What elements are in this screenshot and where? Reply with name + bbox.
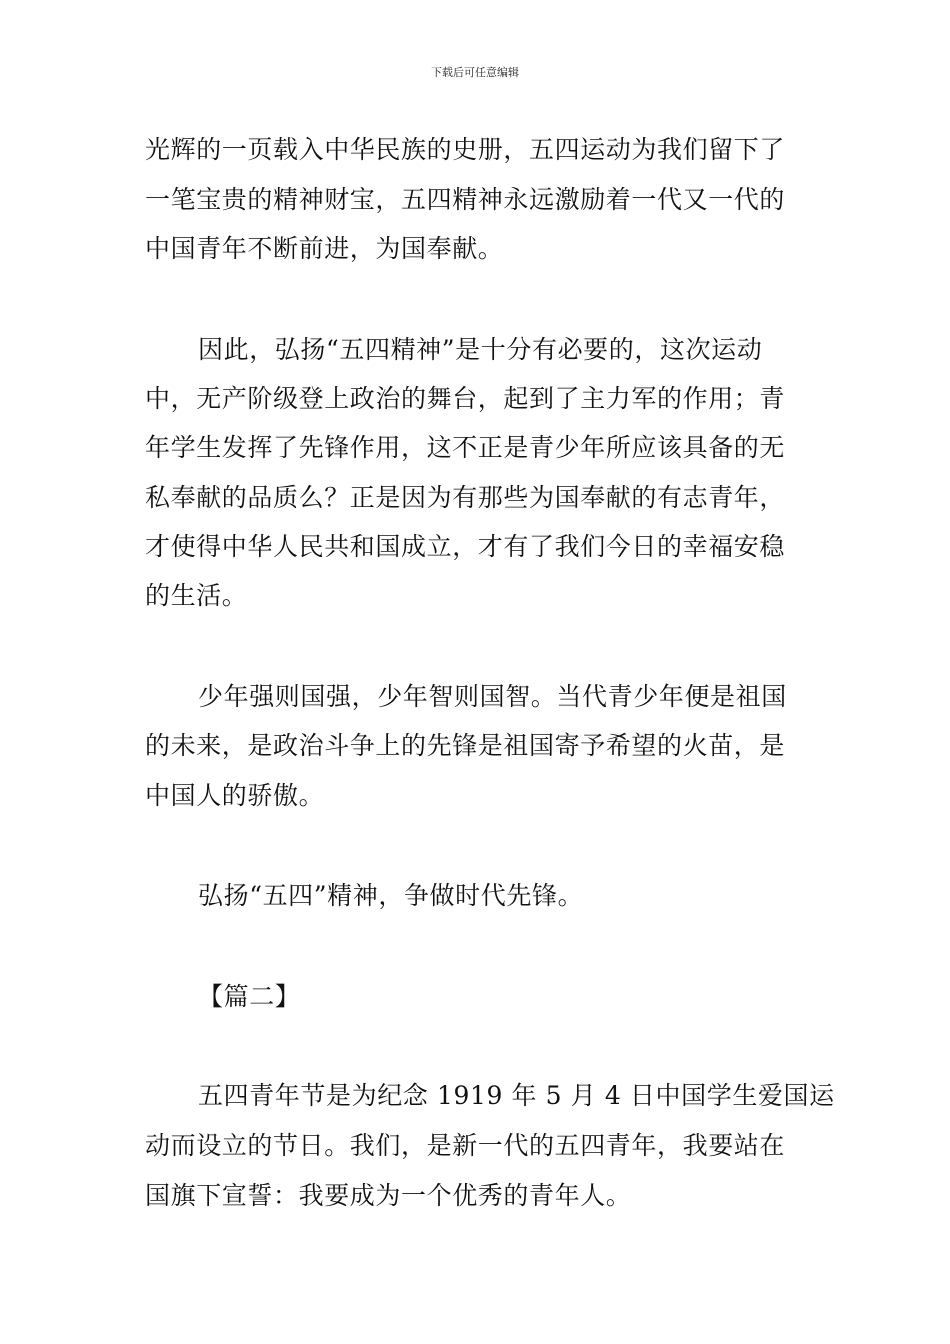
text-line: 中，无产阶级登上政治的舞台，起到了主力军的作用；青 — [145, 384, 786, 413]
text-line: 因此，弘扬“五四精神”是十分有必要的，这次运动 — [198, 335, 763, 364]
text-line: 国旗下宣誓：我要成为一个优秀的青年人。 — [145, 1181, 632, 1210]
text-line: 五四青年节是为纪念 1919 年 5 月 4 日中国学生爱国运 — [198, 1081, 835, 1110]
text-line: 的未来，是政治斗争上的先锋是祖国寄予希望的火苗，是 — [145, 731, 786, 760]
text-line: 中国人的骄傲。 — [145, 781, 325, 810]
text-line: 弘扬“五四”精神，争做时代先锋。 — [198, 881, 584, 910]
text-line: 中国青年不断前进，为国奉献。 — [145, 234, 504, 263]
text-line: 年学生发挥了先锋作用，这不正是青少年所应该具备的无 — [145, 433, 786, 462]
text-line: 私奉献的品质么？正是因为有那些为国奉献的有志青年， — [145, 483, 786, 512]
text-line: 才使得中华人民共和国成立，才有了我们今日的幸福安稳 — [145, 532, 786, 561]
text-line: 少年强则国强，少年智则国智。当代青少年便是祖国 — [198, 682, 787, 711]
text-line: 光辉的一页载入中华民族的史册，五四运动为我们留下了 — [145, 135, 786, 164]
text-line: 动而设立的节日。我们，是新一代的五四青年，我要站在 — [145, 1131, 786, 1160]
page-header: 下载后可任意编辑 — [431, 66, 519, 79]
text-line: 一笔宝贵的精神财宝，五四精神永远激励着一代又一代的 — [145, 185, 786, 214]
text-line: 的生活。 — [145, 581, 248, 610]
section-heading: 【篇二】 — [198, 982, 301, 1011]
